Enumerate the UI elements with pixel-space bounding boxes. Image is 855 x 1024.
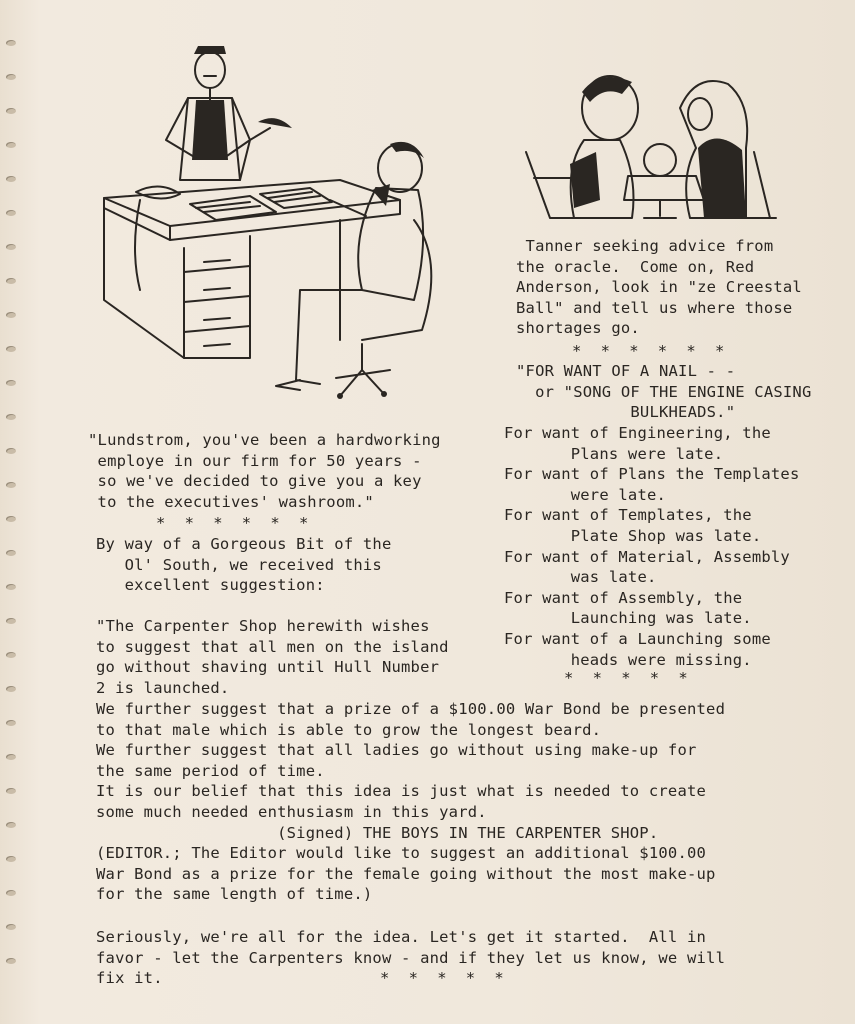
binding-hole [6,754,16,760]
text-line: to the executives' washroom." [88,492,374,511]
text-line: heads were missing. [504,650,752,669]
binding-hole [6,584,16,590]
binding-hole [6,856,16,862]
southern-intro [96,534,392,596]
binding-hole [6,210,16,216]
binding-hole [6,652,16,658]
divider-stars: * * * * * * [156,514,309,532]
poem-text [504,423,800,670]
carpenter-letter [96,616,449,698]
text-line: For want of Material, Assembly [504,547,790,566]
binding-hole [6,414,16,420]
text-line: We further suggest that a prize of a $100.00 War Bond be presented [96,700,726,718]
text-line: Plate Shop was late. [504,526,762,545]
binding-holes [4,40,22,1000]
text-line: Ball" and tell us where those [516,298,793,317]
binding-hole [6,244,16,250]
text-line: so we've decided to give you a key [88,472,422,491]
text-line: We further suggest that all ladies go without using make-up for [96,741,697,760]
carpenter-letter-continued [96,699,725,905]
binding-hole [6,108,16,114]
text-line: Ol' South, we received this [96,555,382,574]
binding-hole [6,686,16,692]
binding-hole [6,448,16,454]
text-line: For want of a Launching some [504,629,771,648]
divider-stars: * * * * * [564,669,688,687]
text-line: By way of a Gorgeous Bit of the [96,535,392,553]
text-line: For want of Templates, the [504,506,752,525]
binding-hole [6,176,16,182]
divider-stars: * * * * * * [572,342,725,360]
text-line: employe in our firm for 50 years - [88,451,422,470]
text-line: "FOR WANT OF A NAIL - - [516,362,736,380]
text-line: Launching was late. [504,609,752,628]
text-line: shortages go. [516,319,640,338]
binding-hole [6,142,16,148]
text-line: Seriously, we're all for the idea. Let's get it started. All in [96,928,707,946]
text-line: War Bond as a prize for the female going without the most make-up [96,864,716,883]
binding-hole [6,890,16,896]
text-line: the oracle. Come on, Red [516,257,755,276]
text-line: (EDITOR.; The Editor would like to suggest an additional $100.00 [96,844,707,863]
text-line: It is our belief that this idea is just what is needed to create [96,782,707,801]
binding-hole [6,550,16,556]
binding-hole [6,516,16,522]
text-line: some much needed enthusiasm in this yard. [96,802,487,821]
text-line: Anderson, look in "ze Creestal [516,278,802,297]
binding-hole [6,380,16,386]
text-line: 2 is launched. [96,678,230,697]
text-line: were late. [504,485,667,504]
text-line: the same period of time. [96,761,325,780]
text-line: was late. [504,568,657,587]
text-line: excellent suggestion: [96,576,325,595]
oracle-crystal-ball-illustration [520,68,780,228]
text-line: favor - let the Carpenters know - and if they let us know, we will [96,948,726,967]
text-line: to that male which is able to grow the longest beard. [96,720,602,739]
binding-hole [6,788,16,794]
text-line: (Signed) THE BOYS IN THE CARPENTER SHOP. [96,823,659,842]
text-line: or "SONG OF THE ENGINE CASING [516,382,812,401]
text-line: Tanner seeking advice from [516,237,774,255]
binding-hole [6,958,16,964]
binding-hole [6,720,16,726]
desk-cartoon-caption [88,430,441,512]
binding-hole [6,40,16,46]
binding-hole [6,822,16,828]
text-line: For want of Engineering, the [504,424,771,442]
text-line: For want of Plans the Templates [504,465,800,484]
office-desk-illustration [100,40,445,400]
text-line: go without shaving until Hull Number [96,658,440,677]
text-line: BULKHEADS." [516,403,736,422]
text-line: "The Carpenter Shop herewith wishes [96,617,430,635]
poem-title [516,361,812,423]
text-line: for the same length of time.) [96,885,373,904]
text-line: For want of Assembly, the [504,588,743,607]
binding-hole [6,346,16,352]
binding-hole [6,278,16,284]
binding-hole [6,618,16,624]
text-line: "Lundstrom, you've been a hardworking [88,431,441,449]
divider-stars: * * * * * [380,969,504,987]
text-line: to suggest that all men on the island [96,637,449,656]
text-line: Plans were late. [504,444,724,463]
binding-hole [6,924,16,930]
oracle-caption [516,236,802,339]
binding-hole [6,312,16,318]
binding-hole [6,74,16,80]
binding-hole [6,482,16,488]
text-line: fix it. [96,969,163,988]
